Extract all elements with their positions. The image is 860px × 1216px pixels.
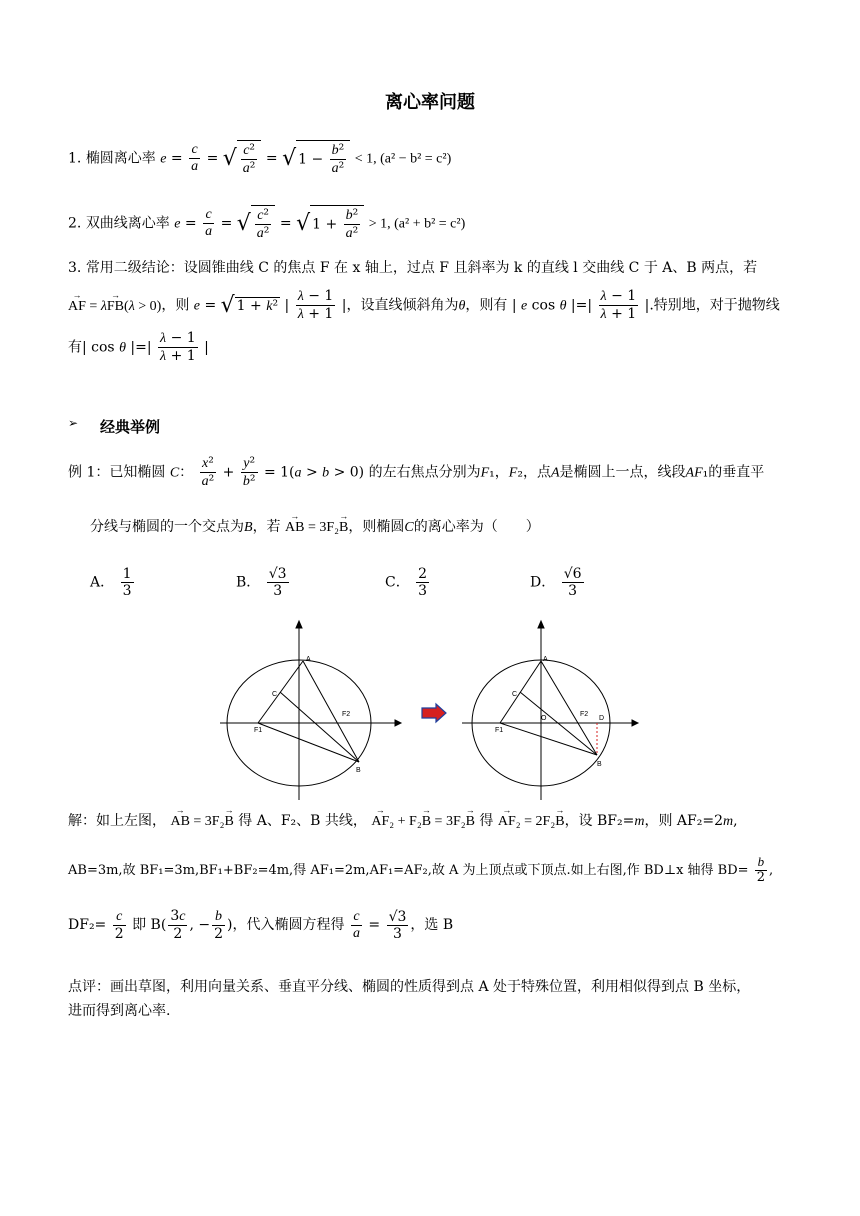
item-1-label: 椭圆离心率: [85, 150, 156, 167]
item-1-number: 1.: [68, 150, 82, 167]
item-3-line-3: 有| cos θ |=| $\frac{\lambda - 1}{\lambda + 1}$ |: [68, 330, 209, 365]
left-label-b: B: [356, 767, 361, 774]
right-seg-f1b: [500, 723, 597, 755]
left-x-axis-arrow: [395, 720, 401, 726]
item-2-label: 双曲线离心率: [85, 215, 170, 232]
right-label-b: B: [597, 761, 602, 768]
item-2-tail: > 1, (a² + b² = c²): [368, 216, 466, 232]
example-1-line-1: 例 1：已知椭圆 C： $\frac{\text{x²}}{\text{a²}}$ + $\frac{\text{y²}}{\text{b²}}$ = 1(a > b > 0) 的左右焦点分别为F₁，F₂，点A是椭圆上一点，线段AF₁的垂直平: [68, 455, 765, 490]
left-label-a: A: [306, 656, 311, 663]
right-label-c: C: [512, 691, 518, 698]
right-seg-ab: [541, 661, 597, 755]
option-d: D． $\frac{√6}{3}$: [530, 566, 582, 600]
page-title: 离心率问题: [385, 92, 475, 113]
left-seg-cb: [280, 692, 359, 762]
right-label-a: A: [543, 656, 548, 663]
right-label-o: O: [541, 715, 547, 722]
option-a: A． $\frac{1}{3}$: [90, 566, 132, 600]
right-y-axis-arrow: [538, 621, 544, 628]
left-seg-f1b: [258, 723, 359, 762]
transform-arrow-icon: [422, 704, 446, 722]
right-label-f1: F1: [495, 727, 504, 734]
bullet-icon: ➢: [68, 416, 79, 430]
solution-line-3: DF₂= $\frac{c}{2}$ 即 B( $\frac{3c}{2}$ , − $\frac{b}{2}$ )，代入椭圆方程得 $\frac{c}{a}$ = $\frac{√3}{3}$ ，选 B: [68, 908, 454, 943]
item-2: 2. 双曲线离心率 e = $\frac{c}{a}$ = √ $\frac{\text{c²}}{\text{a²}}$ = √ 1 + $\frac{\text{b²}}{\text{a²}}$ > 1, (a² + b² = c²): [68, 207, 466, 242]
left-seg-ab: [303, 661, 359, 762]
ellipse-figure: [0, 610, 860, 800]
solution-line-1: 解：如上左图， → AB = 3F₂→ B 得 A、F₂、B 共线， → AF₂ + F₂→ B = 3F₂→ B 得 → AF₂ = 2F₂→ B，设 BF₂=m，则 AF₂=2m,: [68, 814, 738, 829]
solution-line-2: AB=3m,故 BF₁=3m,BF₁+BF₂=4m,得 AF₁=2m,AF₁=AF₂,故 A 为上顶点或下顶点.如上右图,作 BD⊥x 轴得 BD= $\frac{b}{2}$ ,: [68, 854, 774, 885]
right-diagram: [462, 621, 638, 800]
example-1-line-2: 分线与椭圆的一个交点为B，若 → AB = 3F₂→ B，则椭圆C的离心率为（ ）: [90, 520, 540, 535]
item-2-number: 2.: [68, 215, 82, 232]
right-label-f2: F2: [580, 711, 589, 718]
item-1: 1. 椭圆离心率 e = $\frac{c}{a}$ = √ $\frac{\text{c²}}{\text{a²}}$ = √ 1 − $\frac{\text{b²}}{\text{a²}}$ < 1, (a² − b² = c²): [68, 142, 452, 177]
left-diagram: [220, 621, 401, 800]
option-b: B． $\frac{√3}{3}$: [236, 566, 287, 600]
item-3-line-2: → AF = λ→ FB(λ > 0)，则 e = √ 1 + k² | $\frac{\lambda - 1}{\lambda + 1}$ |，设直线倾斜角为θ，则有 | e cos θ |=| $\frac{\lambda - 1}{\lambda + 1}$ |.特别地，对于抛物线: [68, 288, 780, 323]
item-1-tail: < 1, (a² − b² = c²): [354, 151, 452, 167]
comment-line-1: 点评：画出草图，利用向量关系、垂直平分线、椭圆的性质得到点 A 处于特殊位置，利用相似得到点 B 坐标，: [68, 979, 751, 995]
item-3-line-1: 3. 常用二级结论：设圆锥曲线 C 的焦点 F 在 x 轴上，过点 F 且斜率为 k 的直线 l 交曲线 C 于 A、B 两点，若: [68, 260, 758, 276]
right-x-axis-arrow: [632, 720, 638, 726]
left-label-f1: F1: [254, 727, 263, 734]
section-heading: 经典举例: [100, 418, 161, 436]
right-label-d: D: [599, 715, 605, 722]
comment-line-2: 进而得到离心率.: [68, 1003, 171, 1019]
left-y-axis-arrow: [296, 621, 302, 628]
option-c: C． $\frac{2}{3}$: [385, 566, 428, 600]
left-label-f2: F2: [342, 711, 351, 718]
left-label-c: C: [272, 691, 278, 698]
